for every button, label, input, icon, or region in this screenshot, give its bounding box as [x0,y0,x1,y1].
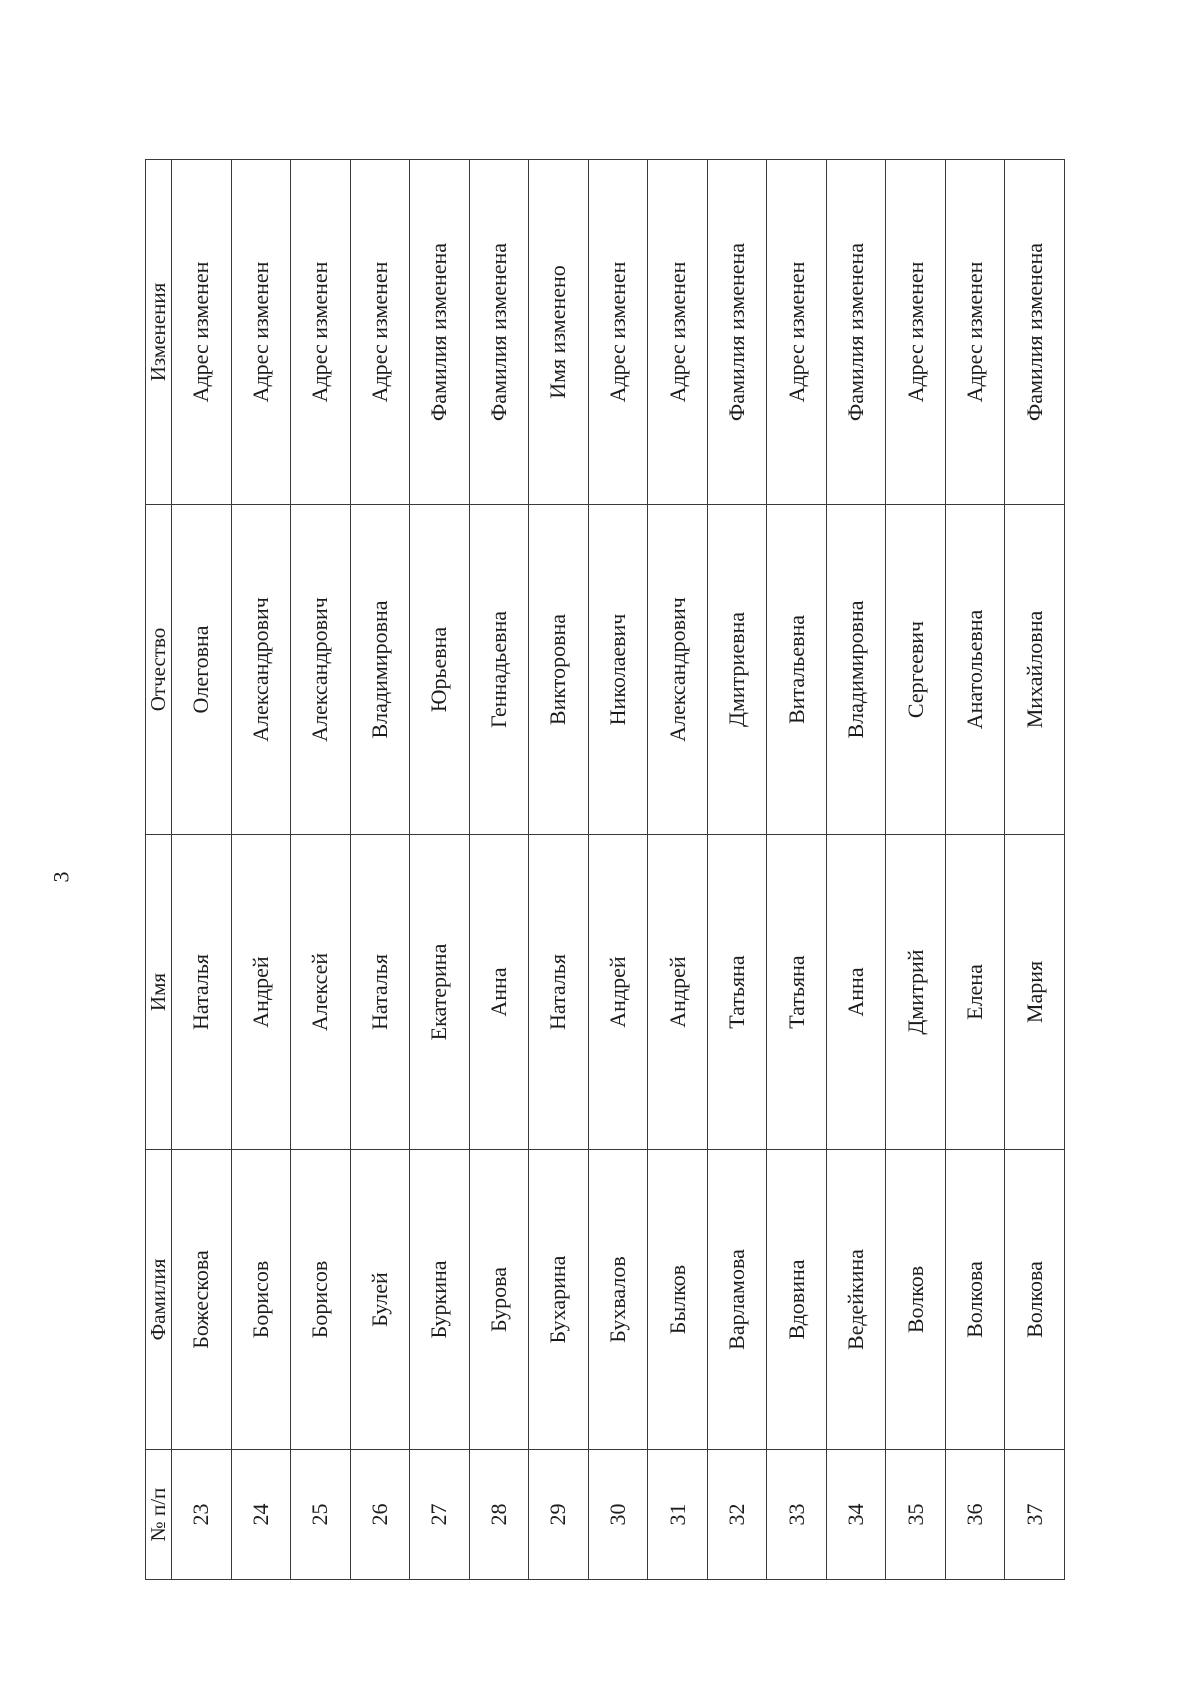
cell-first-name: Анна [469,835,529,1150]
cell-first-name: Екатерина [410,835,470,1150]
cell-num: 29 [529,1450,589,1580]
cell-last-name: Борисов [291,1150,351,1450]
cell-num: 28 [469,1450,529,1580]
cell-patronymic: Александрович [648,505,708,835]
cell-patronymic: Юрьевна [410,505,470,835]
cell-last-name: Бурова [469,1150,529,1450]
table-row [410,160,470,1580]
table-row [291,160,351,1580]
cell-first-name: Наталья [172,835,232,1150]
table-row [945,160,1005,1580]
cell-num: 31 [648,1450,708,1580]
cell-patronymic: Владимировна [826,505,886,835]
cell-first-name: Елена [945,835,1005,1150]
cell-first-name: Андрей [231,835,291,1150]
cell-changes: Адрес изменен [350,160,410,505]
cell-patronymic: Викторовна [529,505,589,835]
cell-last-name: Борисов [231,1150,291,1450]
cell-num: 30 [588,1450,648,1580]
cell-patronymic: Олеговна [172,505,232,835]
cell-num: 27 [410,1450,470,1580]
cell-last-name: Булей [350,1150,410,1450]
cell-last-name: Волков [886,1150,946,1450]
cell-last-name: Бухарина [529,1150,589,1450]
cell-last-name: Ведейкина [826,1150,886,1450]
table-row [588,160,648,1580]
cell-patronymic: Александрович [291,505,351,835]
cell-patronymic: Анатольевна [945,505,1005,835]
table-container [145,160,1065,1580]
cell-num: 34 [826,1450,886,1580]
cell-last-name: Буркина [410,1150,470,1450]
cell-patronymic: Дмитриевна [707,505,767,835]
table-row [172,160,232,1580]
cell-first-name: Анна [826,835,886,1150]
table-row [886,160,946,1580]
header-last-name: Фамилия [146,1150,172,1450]
table-row [767,160,827,1580]
page-number: 3 [48,871,74,883]
table-row [707,160,767,1580]
table-row [826,160,886,1580]
table-row [1005,160,1065,1580]
cell-changes: Фамилия изменена [1005,160,1065,505]
cell-first-name: Татьяна [707,835,767,1150]
cell-num: 35 [886,1450,946,1580]
cell-changes: Адрес изменен [291,160,351,505]
cell-patronymic: Владимировна [350,505,410,835]
table-row [350,160,410,1580]
header-changes: Изменения [146,160,172,505]
header-num: № п/п [146,1450,172,1580]
cell-num: 37 [1005,1450,1065,1580]
cell-last-name: Былков [648,1150,708,1450]
cell-first-name: Алексей [291,835,351,1150]
cell-changes: Фамилия изменена [707,160,767,505]
cell-patronymic: Витальевна [767,505,827,835]
cell-changes: Фамилия изменена [410,160,470,505]
cell-last-name: Волкова [1005,1150,1065,1450]
cell-num: 32 [707,1450,767,1580]
cell-num: 24 [231,1450,291,1580]
table-body [172,160,1065,1580]
cell-num: 23 [172,1450,232,1580]
cell-first-name: Наталья [350,835,410,1150]
cell-first-name: Мария [1005,835,1065,1150]
cell-last-name: Бухвалов [588,1150,648,1450]
cell-changes: Адрес изменен [172,160,232,505]
table-row [469,160,529,1580]
table-row [231,160,291,1580]
header-patronymic: Отчество [146,505,172,835]
cell-changes: Адрес изменен [231,160,291,505]
cell-num: 26 [350,1450,410,1580]
cell-last-name: Варламова [707,1150,767,1450]
cell-patronymic: Михайловна [1005,505,1065,835]
cell-changes: Адрес изменен [945,160,1005,505]
changes-table [145,159,1065,1580]
cell-last-name: Вдовина [767,1150,827,1450]
cell-num: 33 [767,1450,827,1580]
cell-changes: Адрес изменен [767,160,827,505]
cell-num: 36 [945,1450,1005,1580]
cell-first-name: Татьяна [767,835,827,1150]
cell-changes: Адрес изменен [588,160,648,505]
cell-changes: Адрес изменен [886,160,946,505]
cell-changes: Имя изменено [529,160,589,505]
cell-patronymic: Сергеевич [886,505,946,835]
cell-num: 25 [291,1450,351,1580]
cell-last-name: Волкова [945,1150,1005,1450]
cell-first-name: Андрей [588,835,648,1150]
header-first-name: Имя [146,835,172,1150]
cell-patronymic: Александрович [231,505,291,835]
cell-first-name: Наталья [529,835,589,1150]
cell-changes: Адрес изменен [648,160,708,505]
cell-patronymic: Геннадьевна [469,505,529,835]
cell-last-name: Божескова [172,1150,232,1450]
cell-first-name: Андрей [648,835,708,1150]
table-header-row [146,160,172,1580]
cell-changes: Фамилия изменена [469,160,529,505]
table-row [529,160,589,1580]
table-row [648,160,708,1580]
cell-patronymic: Николаевич [588,505,648,835]
cell-first-name: Дмитрий [886,835,946,1150]
cell-changes: Фамилия изменена [826,160,886,505]
